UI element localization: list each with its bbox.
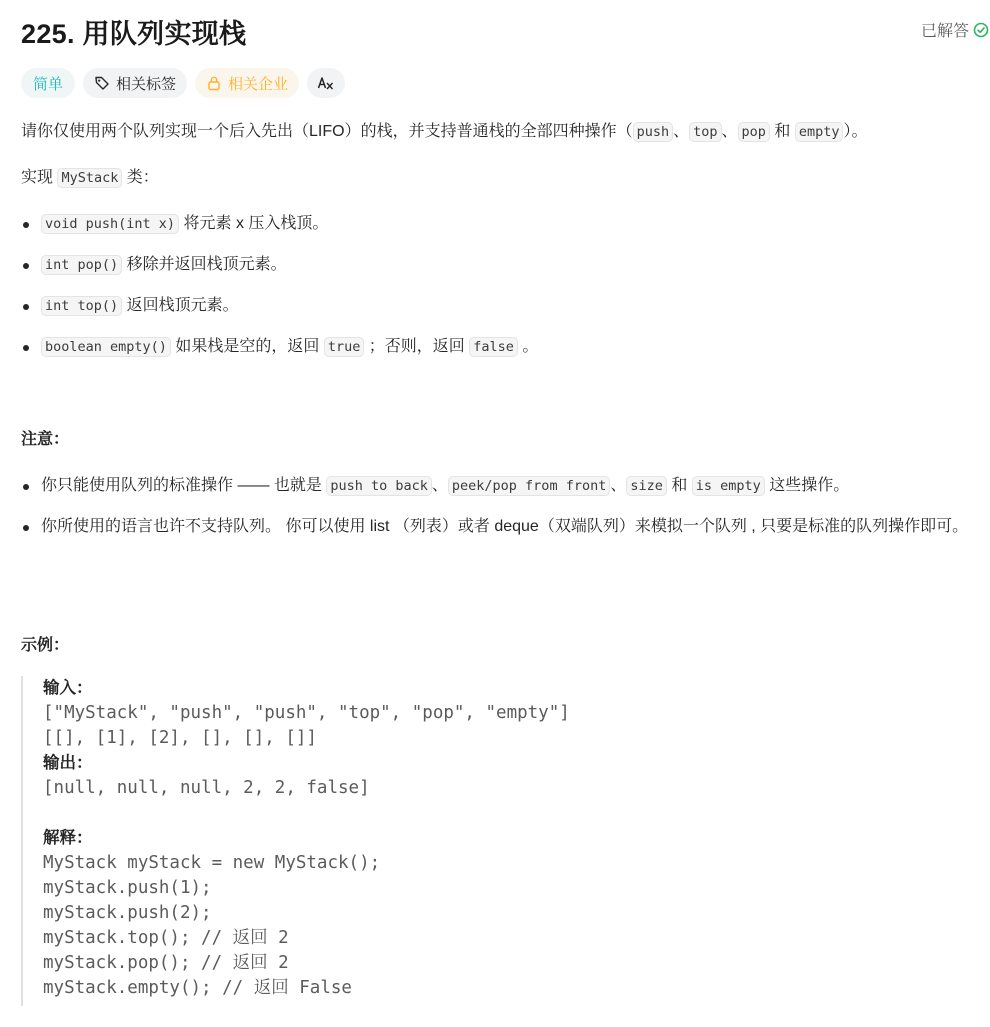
- code-push-to-back: push to back: [326, 476, 432, 496]
- note-text: 你所使用的语言也许不支持队列。 你可以使用 list （列表）或者 deque（双端队列）来模拟一个队列 , 只要是标准的队列操作即可。: [41, 518, 969, 535]
- method-code: boolean empty(): [41, 337, 171, 357]
- code-peek-pop: peek/pop from front: [448, 476, 610, 496]
- method-text: 移除并返回栈顶元素。: [122, 256, 287, 273]
- check-circle-icon: [973, 22, 989, 38]
- sep-text: 、: [610, 477, 627, 494]
- method-text: ；否则，返回: [364, 338, 470, 355]
- code-empty: empty: [795, 122, 844, 142]
- explain-line: myStack.empty(); // 返回 False: [43, 978, 352, 998]
- tag-icon: [94, 75, 110, 91]
- solved-status: [921, 18, 989, 41]
- solved-label: 已解答: [920, 23, 969, 40]
- impl-end-text: 类：: [122, 169, 159, 186]
- explain-label: 解释：: [43, 829, 93, 847]
- list-item: [21, 474, 971, 498]
- explain-line: myStack.push(2);: [43, 903, 212, 923]
- intro-end-text: ）。: [843, 123, 868, 140]
- explain-line: myStack.top(); // 返回 2: [43, 928, 289, 948]
- code-is-empty: is empty: [692, 476, 765, 496]
- translate-icon: [317, 75, 335, 91]
- list-item: [21, 294, 971, 335]
- translate-button[interactable]: [307, 68, 345, 98]
- list-item: [21, 335, 971, 376]
- code-size: size: [626, 476, 667, 496]
- notes-heading: 注意：: [21, 431, 70, 448]
- example-block: [21, 676, 961, 1006]
- input-label: 输入：: [43, 679, 93, 697]
- list-item: [21, 515, 971, 539]
- intro-text: 请你仅使用两个队列实现一个后入先出（LIFO）的栈，并支持普通栈的全部四种操作（: [21, 123, 633, 140]
- method-code: int pop(): [41, 255, 122, 275]
- method-text: 将元素 x 压入栈顶。: [179, 215, 329, 232]
- method-text: 如果栈是空的，返回: [170, 338, 324, 355]
- title-row: [21, 12, 989, 52]
- list-item: [21, 253, 971, 294]
- intro-paragraph: [21, 120, 867, 144]
- related-companies-button[interactable]: [195, 68, 299, 98]
- method-text: 。: [517, 338, 539, 355]
- sep-text: 、: [431, 477, 448, 494]
- method-code: void push(int x): [41, 214, 179, 234]
- tag-bar: [21, 68, 345, 98]
- and-text: 和: [769, 123, 795, 140]
- note-text: 你只能使用队列的标准操作 —— 也就是: [41, 477, 327, 494]
- example-heading: 示例：: [21, 637, 70, 654]
- related-tags-button[interactable]: [83, 68, 187, 98]
- note-text: 这些操作。: [764, 477, 850, 494]
- lock-icon: [206, 75, 222, 91]
- list-item: [21, 212, 971, 253]
- and-text: 和: [666, 477, 692, 494]
- input-line: ["MyStack", "push", "push", "top", "pop", "empty"]: [43, 703, 570, 723]
- notes-list: [21, 474, 971, 556]
- difficulty-badge[interactable]: 简单: [21, 68, 75, 98]
- input-line: [[], [1], [2], [], [], []]: [43, 728, 317, 748]
- related-companies-label: 相关企业: [228, 75, 289, 93]
- implement-paragraph: [21, 166, 159, 190]
- method-code: int top(): [41, 296, 122, 316]
- explain-line: myStack.pop(); // 返回 2: [43, 953, 289, 973]
- sep-text: 、: [673, 123, 690, 140]
- explain-line: myStack.push(1);: [43, 878, 212, 898]
- explain-line: MyStack myStack = new MyStack();: [43, 853, 381, 873]
- impl-text: 实现: [21, 169, 58, 186]
- code-true: true: [324, 337, 365, 357]
- related-tags-label: 相关标签: [116, 75, 177, 93]
- code-push: push: [633, 122, 674, 142]
- problem-title[interactable]: 225. 用队列实现栈: [21, 19, 247, 49]
- code-mystack: MyStack: [57, 168, 122, 188]
- method-text: 返回栈顶元素。: [122, 297, 239, 314]
- method-list: [21, 212, 971, 376]
- code-pop: pop: [738, 122, 770, 142]
- output-label: 输出：: [43, 754, 93, 772]
- code-top: top: [689, 122, 721, 142]
- sep-text: 、: [721, 123, 738, 140]
- output-line: [null, null, null, 2, 2, false]: [43, 778, 370, 798]
- code-false: false: [469, 337, 518, 357]
- blank-line: [43, 801, 961, 826]
